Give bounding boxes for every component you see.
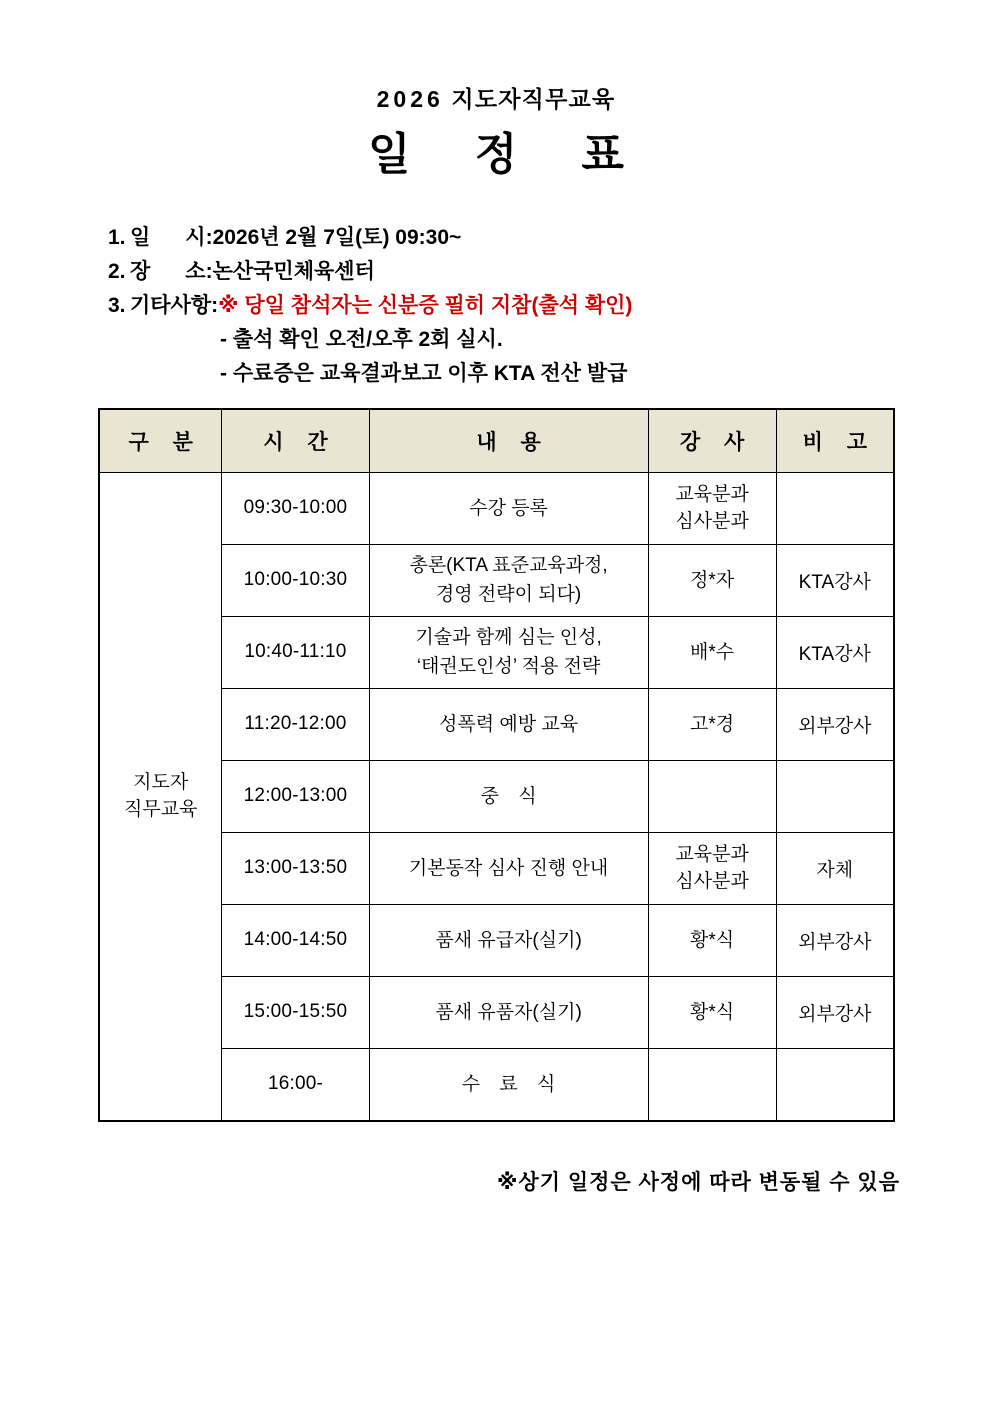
info-item-number: 3. (108, 293, 126, 317)
cell-instructor (648, 472, 776, 544)
info-item-label: 일 시: (130, 225, 213, 249)
cell-content (369, 544, 648, 616)
schedule-table (98, 408, 895, 1122)
cell-text: 기본동작 심사 진행 안내 (408, 857, 609, 879)
cell-time: 10:40-11:10 (222, 616, 369, 688)
info-item-label: 기타사항: (130, 293, 219, 317)
info-item-value-highlight: ※ 당일 참석자는 신분증 필히 지참(출석 확인) (218, 293, 633, 317)
cell-text: 황*식 (690, 1001, 735, 1023)
cell-time: 09:30-10:00 (222, 472, 369, 544)
cell-text: 고*경 (690, 713, 735, 735)
cell-instructor (648, 616, 776, 688)
cell-instructor (648, 904, 776, 976)
cell-remark (776, 1048, 894, 1121)
column-header-remark: 비 고 (776, 409, 894, 473)
document-program-name: 지도자직무교육 (451, 86, 616, 112)
cell-remark: KTA강사 (776, 616, 894, 688)
document-subtitle (0, 86, 992, 114)
info-item-value: 논산국민체육센터 (212, 259, 375, 283)
info-item-number: 1. (108, 225, 126, 249)
cell-content (369, 832, 648, 904)
cell-time: 13:00-13:50 (222, 832, 369, 904)
cell-text: 수강 등록 (469, 497, 548, 519)
info-subitem-certificate: - 수료증은 교육결과보고 이후 KTA 전산 발급 (220, 361, 628, 385)
cell-content (369, 616, 648, 688)
cell-text: 교육분과 심사분과 (675, 483, 749, 533)
table-row (99, 472, 894, 544)
cell-content (369, 760, 648, 832)
cell-content (369, 688, 648, 760)
cell-text: 품새 유급자(실기) (435, 929, 582, 951)
cell-remark: 자체 (776, 832, 894, 904)
cell-remark: 외부강사 (776, 904, 894, 976)
cell-content (369, 472, 648, 544)
cell-text: 교육분과 심사분과 (675, 843, 749, 893)
document-year: 2026 (376, 86, 444, 112)
cell-text: 수 료 식 (461, 1073, 563, 1095)
cell-text: 품새 유품자(실기) (435, 1001, 582, 1023)
page-title: 일 정 표 (368, 129, 650, 179)
cell-text: 황*식 (690, 929, 735, 951)
cell-content (369, 976, 648, 1048)
cell-text: 기술과 함께 심는 인성, ‘태권도인성’ 적용 전략 (415, 626, 602, 678)
cell-text: 총론(KTA 표준교육과정, 경영 전략이 되다) (409, 554, 608, 606)
cell-text: 배*수 (690, 641, 735, 663)
column-header-category: 구 분 (99, 409, 222, 473)
cell-instructor (648, 760, 776, 832)
info-block (0, 227, 992, 384)
cell-time: 11:20-12:00 (222, 688, 369, 760)
footer-note: ※상기 일정은 사정에 따라 변동될 수 있음 (497, 1170, 900, 1194)
info-item-date (108, 227, 992, 248)
document-header (0, 0, 992, 183)
column-header-content: 내 용 (369, 409, 648, 473)
info-subitem-attendance: - 출석 확인 오전/오후 2회 실시. (220, 327, 503, 351)
cell-instructor (648, 688, 776, 760)
cell-time: 15:00-15:50 (222, 976, 369, 1048)
cell-content (369, 1048, 648, 1121)
table-header-row (99, 409, 894, 473)
cell-instructor (648, 832, 776, 904)
cell-remark: 외부강사 (776, 976, 894, 1048)
cell-remark (776, 472, 894, 544)
info-item-value: 2026년 2월 7일(토) 09:30~ (212, 225, 462, 249)
cell-text: 정*자 (690, 569, 735, 591)
cell-instructor (648, 976, 776, 1048)
schedule-table-head (99, 409, 894, 473)
cell-text: 성폭력 예방 교육 (439, 713, 579, 735)
info-item-number: 2. (108, 259, 126, 283)
info-item-location (108, 261, 992, 282)
cell-remark: 외부강사 (776, 688, 894, 760)
schedule-table-body (99, 472, 894, 1121)
column-header-time: 시 간 (222, 409, 369, 473)
info-item-notes (108, 295, 992, 316)
cell-category: 지도자 직무교육 (99, 472, 222, 1121)
cell-remark: KTA강사 (776, 544, 894, 616)
cell-text: 중 식 (480, 785, 544, 807)
cell-time: 16:00- (222, 1048, 369, 1121)
cell-instructor (648, 1048, 776, 1121)
info-item-label: 장 소: (130, 259, 213, 283)
cell-time: 10:00-10:30 (222, 544, 369, 616)
cell-instructor (648, 544, 776, 616)
column-header-instructor: 강 사 (648, 409, 776, 473)
cell-time: 12:00-13:00 (222, 760, 369, 832)
cell-content (369, 904, 648, 976)
cell-time: 14:00-14:50 (222, 904, 369, 976)
schedule-table-wrapper (0, 408, 992, 1122)
cell-remark (776, 760, 894, 832)
